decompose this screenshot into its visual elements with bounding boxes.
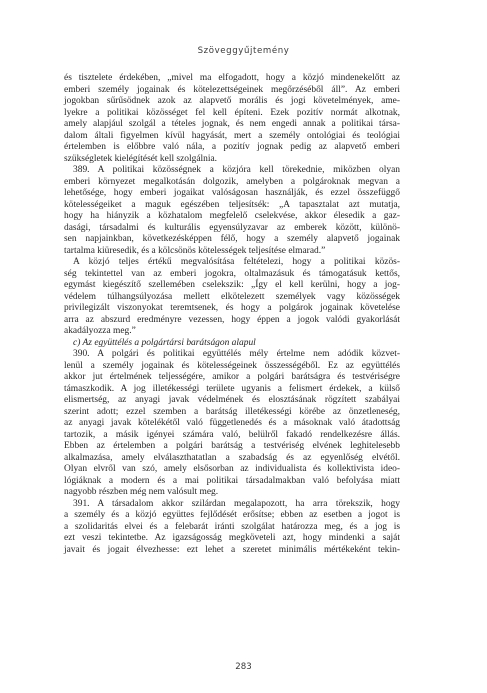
text-line: szerint adott; ezzel szemben a barátság illetékességi körébe az önzetleneség, bbox=[64, 406, 400, 417]
text-line: tartozik, a másik igényei számára való, belülről fakadó rendelkezésre állás. bbox=[64, 429, 400, 440]
text-line: a személy és a közjó együttes fejlődését erősítse; ebben az esetben a jogot is bbox=[64, 510, 400, 520]
text-line: elismertség, az anyagi javak védelmének és elosztásának rögzített szabályai bbox=[64, 395, 400, 405]
text-line: alkalmazása, amely elválaszthatatlan a szabadság és az egyenlőség elvétől. bbox=[64, 452, 400, 463]
text-line: sen napjainkban, következésképpen félő, hogy a személy alapvető jogainak bbox=[64, 234, 400, 244]
text-line: arra az abszurd eredményre vezessen, hogy éppen a jogok valódi gyakorlását bbox=[64, 314, 400, 325]
text-line: nagyobb részben még nem valósult meg. bbox=[64, 487, 219, 497]
text-line: értelemben is előbbre való nála, a pozitív jognak pedig az alapvető emberi bbox=[64, 142, 400, 152]
page-number: 283 bbox=[235, 662, 252, 672]
text-line: védelem túlhangsúlyozása mellett elkötelezett személyek vagy közösségek bbox=[64, 291, 400, 302]
text-line: szükségletek kielégítését kell szolgálnia. bbox=[64, 153, 218, 164]
text-line: lyekre a politikai közösséget fel kell építeni. Ezek pozitív normát alkotnak, bbox=[64, 107, 400, 118]
text-line: a szolidaritás elvei és a felebarát iránti szolgálat határozza meg, és a jog is bbox=[64, 521, 400, 532]
text-line: Olyan elvről van szó, amely elsősorban az individualista és kollektivista ideo- bbox=[64, 464, 400, 474]
text-line: emberi környezet megalkotásán dolgozik, amelyben a polgároknak megvan a bbox=[64, 176, 400, 187]
text-line: amely alapjául szolgál a tételes jognak, és nem engedi annak a politikai társa- bbox=[64, 119, 400, 129]
text-line: egymást kiegészítő szellemében cselekszik: „Így el kell kerülni, hogy a jog- bbox=[64, 280, 400, 290]
text-line: privilegizált viszonyokat teremtsenek, és hogy a polgárok jogainak követelése bbox=[64, 303, 400, 313]
text-line: tartalma kiüresedik, és a kölcsönös kötelességek teljesítése elmarad.” bbox=[64, 245, 326, 256]
text-line: dalom általi figyelmen kívül hagyását, mert a személy ontológiai és teológiai bbox=[64, 130, 400, 141]
text-line: javait és jogait élvezhesse: ezt lehet a szeretet minimális mértékeként tekin- bbox=[64, 544, 400, 555]
text-line: emberi személy jogainak és kötelezettségeinek megőrzéséből áll”. Az emberi bbox=[64, 84, 400, 95]
text-line: kötelességeiket a maguk egészében teljesítsék: „A tapasztalat azt mutatja, bbox=[64, 199, 400, 210]
section-subheading: c) Az együttélés a polgártársi barátságon alapul bbox=[73, 337, 256, 348]
body-text bbox=[64, 73, 400, 556]
text-line: és tisztelete érdekében, „mivel ma elfogadott, hogy a közjó mindenekelőtt az bbox=[64, 73, 400, 83]
text-line: ség tekintettel van az emberi jogokra, oltalmazásuk és támogatásuk kettős, bbox=[64, 268, 400, 279]
text-line: jogokban sűrűsödnek azok az alapvető morális és jogi követelmények, ame- bbox=[64, 96, 400, 106]
text-line: 390. A polgári és politikai együttélés mély értelme nem adódik közvet- bbox=[73, 349, 400, 359]
text-line: lógiáknak a modern és a mai politikai társadalmakban való befolyása miatt bbox=[64, 475, 400, 486]
text-line: akadályozza meg.” bbox=[64, 326, 136, 336]
text-line: támaszkodik. A jog illetékességi területe ugyanis a felismert érdekek, a külső bbox=[64, 383, 400, 394]
text-line: 391. A társadalom akkor szilárdan megalapozott, ha arra törekszik, hogy bbox=[73, 498, 400, 509]
running-header: Szöveggyűjtemény bbox=[197, 46, 290, 56]
text-line: Ebben az értelemben a polgári barátság a testvériség elvének leghitelesebb bbox=[64, 441, 400, 451]
text-line: az anyagi javak kötelékétől való függetlenedés és a másoknak való átadottság bbox=[64, 418, 400, 428]
text-line: hogy ha hiányzik a közhatalom megfelelő cselekvése, akkor élesedik a gaz- bbox=[64, 211, 400, 221]
text-line: dasági, társadalmi és kulturális egyensúlyzavar az emberek között, különö- bbox=[64, 222, 400, 233]
text-line: lehetősége, hogy emberi jogaikat valóságosan használják, és ezzel összefüggő bbox=[64, 188, 400, 198]
text-line: ezt veszi tekintetbe. Az igazságosság megköveteli azt, hogy mindenki a saját bbox=[64, 533, 400, 543]
text-line: A közjó teljes értékű megvalósítása feltételezi, hogy a politikai közös- bbox=[73, 257, 400, 267]
text-line: akkor jut értelmének teljességére, amikor a polgári barátságra és testvériségre bbox=[64, 372, 400, 382]
text-line: 389. A politikai közösségnek a közjóra kell törekednie, miközben olyan bbox=[73, 165, 400, 175]
text-line: lenül a személy jogainak és kötelességeinek összességéből. Ez az együttélés bbox=[64, 360, 400, 371]
